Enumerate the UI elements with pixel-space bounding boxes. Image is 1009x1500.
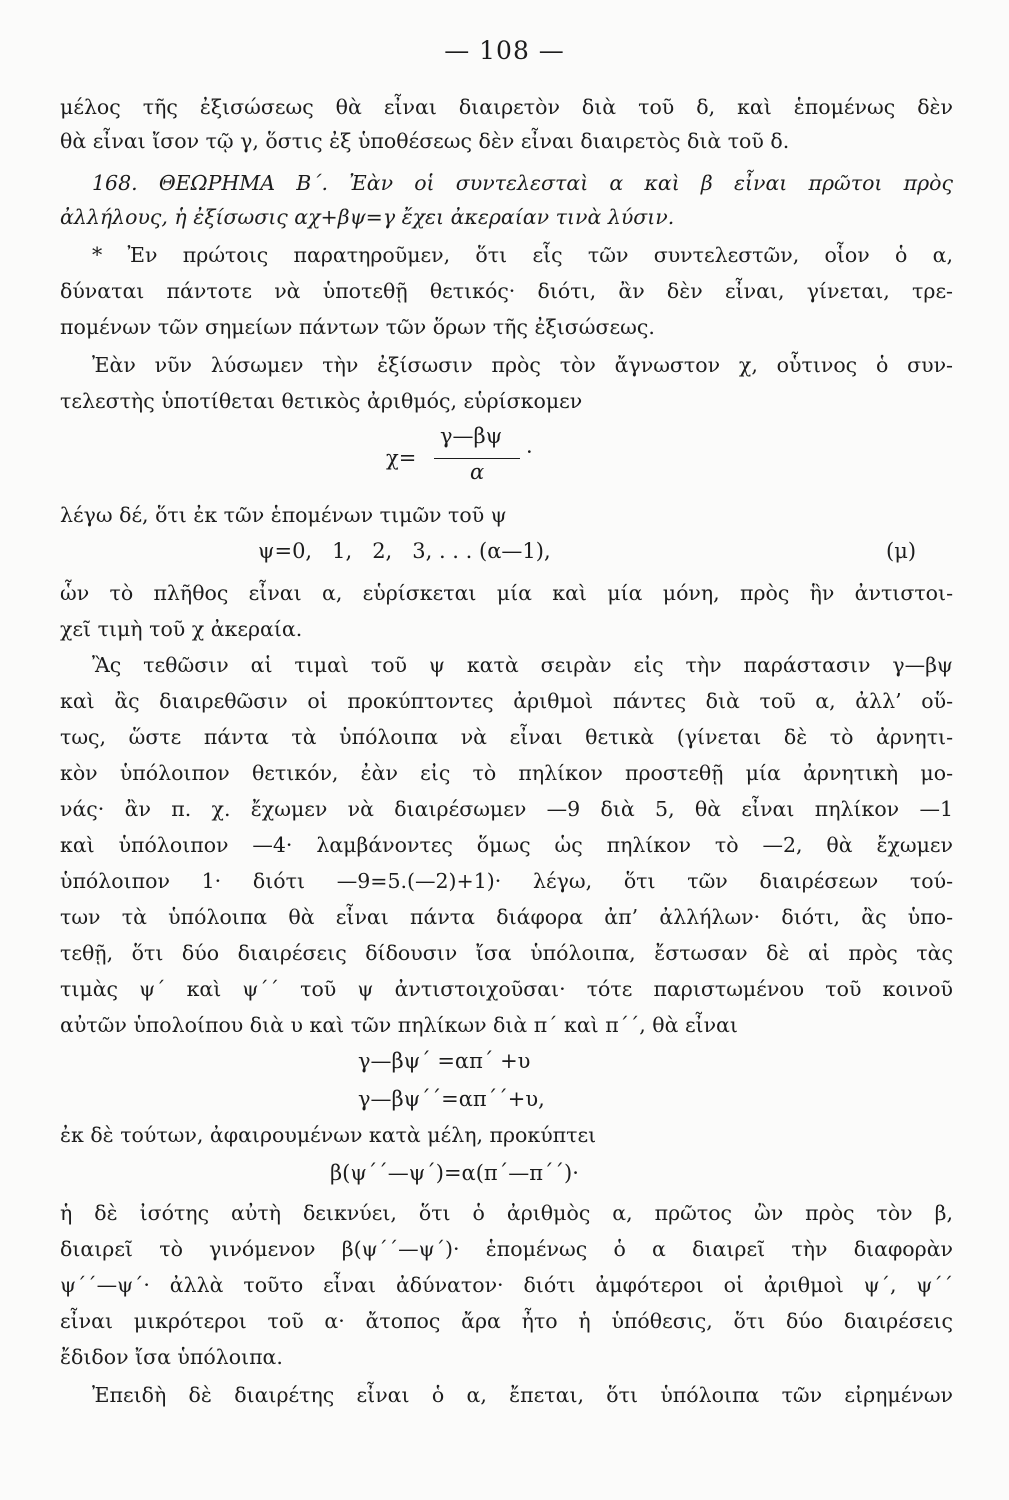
fraction-denominator: α: [470, 460, 485, 484]
equation-2: γ—βψ΄΄=απ΄΄+υ,: [358, 1087, 545, 1111]
text-line: λέγω δέ, ὅτι ἐκ τῶν ἑπομένων τιμῶν τοῦ ψ: [60, 503, 507, 527]
text-line: πομένων τῶν σημείων πάντων τῶν ὅρων τῆς ἐξισώσεως.: [60, 315, 655, 339]
theorem-statement: ἀλλήλους, ἡ ἐξίσωσις αχ+βψ=γ ἔχει ἀκεραίαν τινὰ λύσιν.: [60, 205, 675, 229]
text-line: τως, ὥστε πάντα τὰ ὑπόλοιπα νὰ εἶναι θετικὰ (γίνεται δὲ τὸ ἀρνητι-: [60, 725, 953, 749]
text-line: ἐκ δὲ τούτων, ἀφαιρουμένων κατὰ μέλη, προκύπτει: [60, 1123, 597, 1147]
text-line: διαιρεῖ τὸ γινόμενον β(ψ΄΄—ψ΄)· ἑπομένως ὁ α διαιρεῖ τὴν διαφορὰν: [60, 1237, 953, 1261]
equation-3: β(ψ΄΄—ψ΄)=α(π΄—π΄΄)·: [330, 1161, 579, 1185]
text-line: ὧν τὸ πλῆθος εἶναι α, εὑρίσκεται μία καὶ μία μόνη, πρὸς ἣν ἀντιστοι-: [60, 581, 953, 605]
equation-1: γ—βψ΄ =απ΄ +υ: [358, 1049, 531, 1073]
text-line: ὑπόλοιπον 1· διότι —9=5.(—2)+1)· λέγω, ὅτι τῶν διαιρέσεων τού-: [60, 869, 953, 893]
equation-label: (μ): [886, 539, 917, 563]
text-line: κὸν ὑπόλοιπον θετικόν, ἐὰν εἰς τὸ πηλίκον προστεθῇ μία ἀρνητικὴ μο-: [60, 761, 953, 785]
fraction-bar: [434, 458, 520, 459]
text-line: Ἐπειδὴ δὲ διαιρέτης εἶναι ὁ α, ἔπεται, ὅτι ὑπόλοιπα τῶν εἰρημένων: [92, 1383, 953, 1407]
text-line: Ἂς τεθῶσιν αἱ τιμαὶ τοῦ ψ κατὰ σειρὰν εἰς τὴν παράστασιν γ—βψ: [92, 653, 953, 677]
fraction-equation: [386, 424, 556, 494]
text-line: τιμὰς ψ΄ καὶ ψ΄΄ τοῦ ψ ἀντιστοιχοῦσαι· τότε παριστωμένου τοῦ κοινοῦ: [60, 977, 953, 1001]
fraction-numerator: γ—βψ: [440, 424, 503, 448]
text-line: καὶ ὑπόλοιπον —4· λαμβάνοντες ὅμως ὡς πηλίκον τὸ —2, θὰ ἔχωμεν: [60, 833, 953, 857]
text-line: ἡ δὲ ἰσότης αὐτὴ δεικνύει, ὅτι ὁ ἀριθμὸς α, πρῶτος ὢν πρὸς τὸν β,: [60, 1201, 953, 1225]
psi-values-equation: ψ=0, 1, 2, 3, . . . (α—1),: [258, 539, 551, 563]
text-line: εἶναι μικρότεροι τοῦ α· ἄτοπος ἄρα ἦτο ἡ ὑπόθεσις, ὅτι δύο διαιρέσεις: [60, 1309, 953, 1333]
text-line: χεῖ τιμὴ τοῦ χ ἀκεραία.: [60, 617, 303, 641]
text-line: θὰ εἶναι ἴσον τῷ γ, ὅστις ἐξ ὑποθέσεως δὲν εἶναι διαιρετὸς διὰ τοῦ δ.: [60, 129, 790, 153]
text-line: καὶ ἂς διαιρεθῶσιν οἱ προκύπτοντες ἀριθμοὶ πάντες διὰ τοῦ α, ἀλλ’ οὕ-: [60, 689, 953, 713]
theorem-heading: 168. ΘΕΩΡΗΜΑ Β΄. Ἐὰν οἱ συντελεσταὶ α καὶ β εἶναι πρῶτοι πρὸς: [92, 171, 953, 195]
text-line: Ἐὰν νῦν λύσωμεν τὴν ἐξίσωσιν πρὸς τὸν ἄγνωστον χ, οὗτινος ὁ συν-: [92, 353, 953, 377]
text-line: αὐτῶν ὑπολοίπου διὰ υ καὶ τῶν πηλίκων διὰ π΄ καὶ π΄΄, θὰ εἶναι: [60, 1013, 738, 1037]
text-line: δύναται πάντοτε νὰ ὑποτεθῇ θετικός· διότι, ἂν δὲν εἶναι, γίνεται, τρε-: [60, 279, 953, 303]
page-number: — 108 —: [444, 36, 565, 65]
text-line: ἔδιδον ἴσα ὑπόλοιπα.: [60, 1345, 283, 1369]
text-line: ψ΄΄—ψ΄· ἀλλὰ τοῦτο εἶναι ἀδύνατον· διότι ἀμφότεροι οἱ ἀριθμοὶ ψ΄, ψ΄΄: [60, 1273, 953, 1297]
text-line: * Ἐν πρώτοις παρατηροῦμεν, ὅτι εἷς τῶν συντελεστῶν, οἷον ὁ α,: [92, 243, 953, 267]
text-line: μέλος τῆς ἐξισώσεως θὰ εἶναι διαιρετὸν διὰ τοῦ δ, καὶ ἑπομένως δὲν: [60, 95, 953, 119]
text-line: τεθῇ, ὅτι δύο διαιρέσεις δίδουσιν ἴσα ὑπόλοιπα, ἔστωσαν δὲ αἱ πρὸς τὰς: [60, 941, 953, 965]
text-line: των τὰ ὑπόλοιπα θὰ εἶναι πάντα διάφορα ἀπ’ ἀλλήλων· διότι, ἂς ὑπο-: [60, 905, 953, 929]
text-line: νάς· ἂν π. χ. ἔχωμεν νὰ διαιρέσωμεν —9 διὰ 5, θὰ εἶναι πηλίκον —1: [60, 797, 953, 821]
text-line: τελεστὴς ὑποτίθεται θετικὸς ἀριθμός, εὑρίσκομεν: [60, 389, 583, 413]
fraction-lhs: χ=: [386, 446, 417, 470]
fraction-dot: ·: [526, 440, 533, 464]
